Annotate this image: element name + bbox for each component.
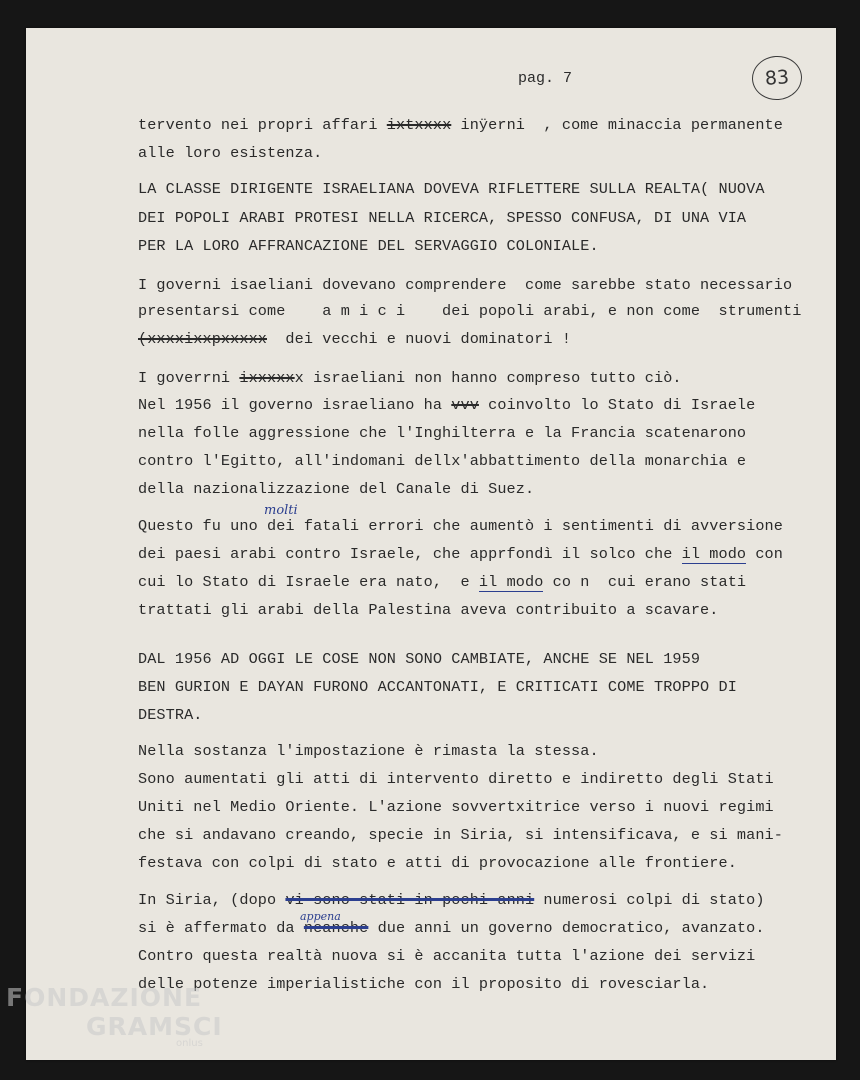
page-label: pag. 7 — [518, 70, 573, 87]
text-segment: Sono aumentati gli atti di intervento diretto e indiretto degli Stati — [138, 770, 774, 788]
text-line — [138, 678, 737, 696]
watermark-line2: GRAMSCI — [86, 1012, 223, 1041]
text-line — [138, 947, 755, 965]
text-strike: ixxxxx — [239, 369, 295, 387]
watermark-line1: FONDAZIONE — [6, 983, 203, 1012]
text-segment: DEI POPOLI ARABI PROTESI NELLA RICERCA, SPESSO CONFUSA, DI UNA VIA — [138, 209, 747, 227]
handwritten-note-appena: appena — [300, 910, 341, 923]
text-line — [138, 116, 783, 134]
text-ink-strike: neanche — [303, 919, 369, 937]
text-line — [138, 369, 682, 387]
text-line — [138, 545, 783, 563]
text-segment: alle loro esistenza. — [138, 144, 323, 162]
text-segment: In Siria, (dopo — [138, 891, 286, 909]
text-segment: Nel 1956 il governo israeliano ha — [138, 396, 452, 414]
text-strike: (xxxxixxpxxxxx — [138, 330, 267, 348]
watermark-logo — [6, 985, 223, 1049]
folio-number: 83 — [764, 66, 790, 90]
text-ul: il modo — [478, 573, 544, 591]
text-segment: co n cui erano stati — [543, 573, 747, 591]
text-segment: I governi isaeliani dovevano comprendere come sarebbe stato necessario — [138, 276, 793, 294]
text-line — [138, 650, 700, 668]
text-segment: numerosi colpi di stato) — [534, 891, 765, 909]
text-segment: due anni un governo democratico, avanzato. — [368, 919, 765, 937]
text-line — [138, 330, 571, 348]
text-segment: delle potenze imperialistiche con il proposito di rovesciarla. — [138, 975, 710, 993]
text-strike: vvv — [451, 396, 479, 414]
text-segment: si è affermato da — [138, 919, 304, 937]
text-segment: BEN GURION E DAYAN FURONO ACCANTONATI, E CRITICATI COME TROPPO DI — [138, 678, 737, 696]
text-line — [138, 480, 534, 498]
text-segment: trattati gli arabi della Palestina aveva contribuito a scavare. — [138, 601, 719, 619]
text-segment: Contro questa realtà nuova si è accanita tutta l'azione dei servizi — [138, 947, 756, 965]
text-segment: presentarsi come a m i c i dei popoli arabi, e non come strumenti — [138, 302, 802, 320]
text-segment: nella folle aggressione che l'Inghilterra e la Francia scatenarono — [138, 424, 747, 442]
text-segment: Questo fu uno dei fatali errori che aumentò i sentimenti di avversione — [138, 517, 783, 535]
text-segment: LA CLASSE DIRIGENTE ISRAELIANA DOVEVA RIFLETTERE SULLA REALTA( NUOVA — [138, 180, 765, 198]
text-line — [138, 798, 774, 816]
text-strike: ixtxxxx — [386, 116, 452, 134]
text-line — [138, 854, 737, 872]
text-segment: x israeliani non hanno compreso tutto ciò. — [294, 369, 682, 387]
text-line — [138, 891, 765, 909]
text-segment: dei paesi arabi contro Israele, che apprfondì il solco che — [138, 545, 682, 563]
text-segment: contro l'Egitto, all'indomani dellx'abbattimento della monarchia e — [138, 452, 747, 470]
text-ul: il modo — [681, 545, 747, 563]
text-line — [138, 302, 801, 320]
text-segment: coinvolto lo Stato di Israele — [478, 396, 756, 414]
text-segment: dei vecchi e nuovi dominatori ! — [267, 330, 572, 348]
text-segment: che si andavano creando, specie in Siria, si intensificava, e si mani- — [138, 826, 783, 844]
text-segment: DAL 1956 AD OGGI LE COSE NON SONO CAMBIATE, ANCHE SE NEL 1959 — [138, 650, 701, 668]
text-segment: con — [746, 545, 783, 563]
watermark-line3: onlus — [176, 1038, 203, 1049]
text-line — [138, 517, 783, 535]
text-segment: Uniti nel Medio Oriente. L'azione sovvertxitrice verso i nuovi regimi — [138, 798, 774, 816]
text-line — [138, 975, 709, 993]
text-segment: della nazionalizzazione del Canale di Suez. — [138, 480, 535, 498]
text-line — [138, 424, 746, 442]
text-line — [138, 180, 765, 198]
text-ink-strike: vi sono stati in pochi anni — [285, 891, 535, 909]
text-line — [138, 209, 746, 227]
text-line — [138, 742, 599, 760]
text-line — [138, 144, 322, 162]
text-line — [138, 601, 718, 619]
text-line — [138, 826, 783, 844]
text-line — [138, 237, 599, 255]
text-line — [138, 770, 774, 788]
text-segment: I goverrni — [138, 369, 240, 387]
text-segment: PER LA LORO AFFRANCAZIONE DEL SERVAGGIO COLONIALE. — [138, 237, 599, 255]
text-segment: festava con colpi di stato e atti di provocazione alle frontiere. — [138, 854, 737, 872]
text-segment: inÿerni , come minaccia permanente — [451, 116, 783, 134]
text-line — [138, 396, 755, 414]
text-segment: cui lo Stato di Israele era nato, e — [138, 573, 479, 591]
text-line — [138, 706, 203, 724]
text-segment: Nella sostanza l'impostazione è rimasta la stessa. — [138, 742, 599, 760]
text-line — [138, 919, 765, 937]
text-segment: tervento nei propri affari — [138, 116, 387, 134]
text-line — [138, 452, 746, 470]
handwritten-note-molti: molti — [264, 503, 298, 518]
text-line — [138, 573, 746, 591]
text-segment: DESTRA. — [138, 706, 203, 724]
text-line — [138, 276, 792, 294]
